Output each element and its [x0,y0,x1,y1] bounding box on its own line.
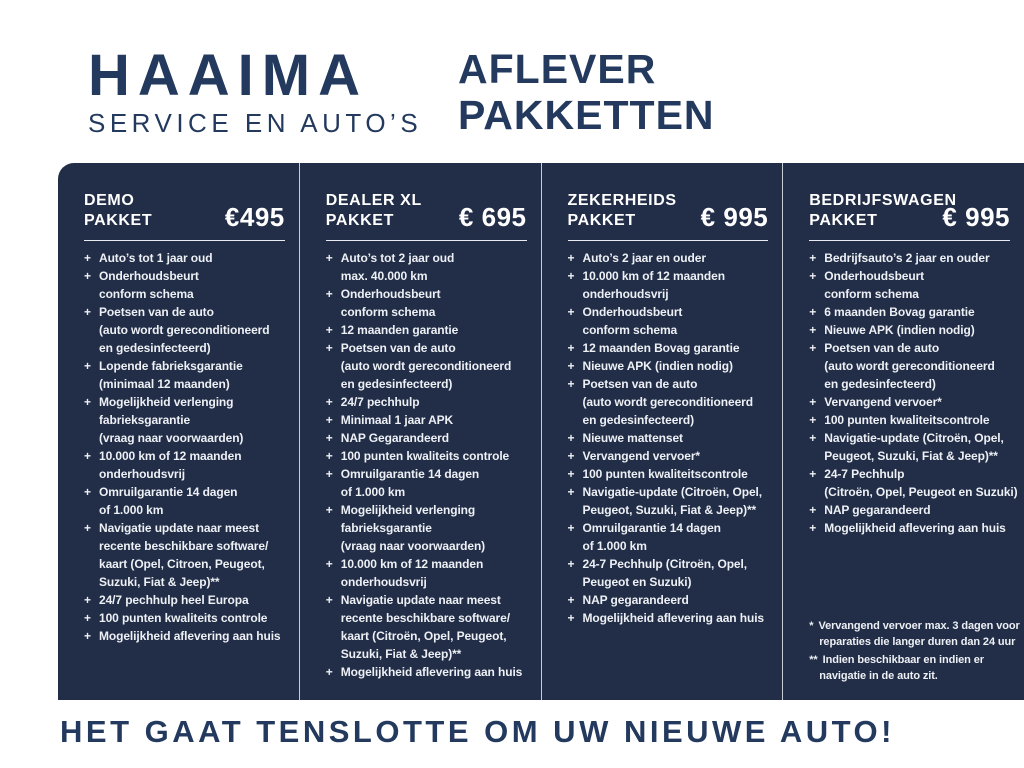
feature-item-text [824,267,1020,303]
feature-line: Lopende fabrieksgarantie [99,359,243,373]
feature-line: (minimaal 12 maanden) [99,377,230,391]
package-price: € 695 [458,202,527,232]
package-column [299,163,541,700]
feature-line: Poetsen van de auto [340,341,456,355]
plus-icon: + [809,467,817,481]
feature-item-text [824,339,1020,393]
feature-item-text [341,393,537,411]
feature-item [568,609,779,627]
feature-item [568,465,779,483]
feature-line: of 1.000 km [99,503,164,517]
packages-panel [58,163,1024,700]
feature-item-text [824,519,1020,537]
feature-item [326,321,537,339]
plus-icon: + [325,323,333,337]
feature-item [326,285,537,321]
feature-item [809,321,1020,339]
feature-line: 10.000 km of 12 maanden [582,269,725,283]
plus-icon: + [325,593,333,607]
feature-line: Poetsen van de auto [824,341,940,355]
package-title-line1: DEMO [84,192,135,209]
package-column [58,163,299,700]
feature-line: Auto’s tot 2 jaar oud [340,251,455,265]
plus-icon: + [325,251,333,265]
plus-icon: + [325,503,333,517]
feature-item [809,249,1020,267]
feature-item [326,249,537,285]
plus-icon: + [567,485,575,499]
page-title-line2: PAKKETTEN [458,92,715,138]
feature-item [568,375,779,429]
feature-line: en gedesinfecteerd) [582,413,694,427]
plus-icon: + [567,269,575,283]
feature-item-text [824,465,1020,501]
plus-icon: + [809,305,817,319]
feature-item-text [824,411,1020,429]
plus-icon: + [809,431,817,445]
feature-item [84,267,295,303]
plus-icon: + [567,377,575,391]
feature-line: Bedrijfsauto’s 2 jaar en ouder [824,251,990,265]
feature-line: conform schema [824,287,919,301]
feature-line: Nieuwe mattenset [582,431,683,445]
feature-item [809,519,1020,537]
package-column [782,163,1024,700]
title-divider [568,240,769,241]
plus-icon: + [84,251,92,265]
feature-line: (auto wordt gereconditioneerd [99,323,270,337]
plus-icon: + [325,341,333,355]
package-title-line2: PAKKET [809,212,878,229]
plus-icon: + [84,449,92,463]
feature-item [84,303,295,357]
feature-item-text [824,393,1020,411]
feature-line: 12 maanden garantie [340,323,459,337]
feature-item-text [99,591,295,609]
feature-item-text [341,447,537,465]
package-title-line2: PAKKET [567,212,636,229]
feature-item [326,429,537,447]
feature-item [326,393,537,411]
feature-line: Mogelijkheid aflevering aan huis [99,629,281,643]
feature-line: Navigatie update naar meest [99,521,260,535]
plus-icon: + [325,413,333,427]
feature-line: Onderhoudsbeurt [824,269,925,283]
feature-line: Onderhoudsbeurt [99,269,199,283]
footnote-line: reparaties die langer duren dan 24 uur [819,635,1016,648]
feature-item-text [583,375,779,429]
feature-item [568,303,779,339]
feature-line: (auto wordt gereconditioneerd [340,359,512,373]
feature-line: (vraag naar voorwaarden) [340,539,486,553]
feature-item-text [99,393,295,447]
feature-item [326,411,537,429]
package-title-line2: PAKKET [325,212,394,229]
title-divider [809,240,1010,241]
feature-line: Poetsen van de auto [582,377,698,391]
plus-icon: + [567,467,575,481]
feature-line: 100 punten kwaliteitscontrole [582,467,748,481]
package-title-line1: DEALER XL [325,192,422,209]
feature-line: (auto wordt gereconditioneerd [582,395,753,409]
tagline: HET GAAT TENSLOTTE OM UW NIEUWE AUTO! [60,714,895,749]
plus-icon: + [809,413,817,427]
feature-line: 24/7 pechhulp [340,395,420,409]
feature-line: onderhoudsvrij [99,467,185,481]
logo [88,43,423,138]
feature-item-text [99,447,295,483]
footnote-text: Vervangend vervoer max. 3 dagen voor [818,620,1020,632]
logo-name: HAAIMA [88,43,368,108]
plus-icon: + [809,323,817,337]
footnotes [809,616,1020,684]
plus-icon: + [325,557,333,571]
footnote-marker: * [809,620,814,632]
feature-line: Navigatie-update (Citroën, Opel, [582,485,762,499]
page-title [458,46,715,138]
plus-icon: + [567,521,575,535]
footnote [809,619,1020,650]
feature-item-text [824,321,1020,339]
feature-item-text [583,555,779,591]
feature-item-text [583,591,779,609]
page-title-line1: AFLEVER [458,46,657,92]
feature-line: Peugeot en Suzuki) [582,575,692,589]
plus-icon: + [84,269,92,283]
package-title-line1: ZEKERHEIDS [567,192,677,209]
feature-list [809,249,1020,537]
package-price: € 995 [700,202,769,232]
feature-line: onderhoudsvrij [582,287,669,301]
feature-item [568,249,779,267]
plus-icon: + [84,521,92,535]
feature-line: Mogelijkheid aflevering aan huis [824,521,1006,535]
feature-line: 24/7 pechhulp heel Europa [99,593,249,607]
plus-icon: + [84,305,92,319]
plus-icon: + [325,665,333,679]
feature-item-text [341,501,537,555]
feature-line: Suzuki, Fiat & Jeep)** [99,575,220,589]
title-divider [326,240,527,241]
feature-line: Mogelijkheid verlenging [340,503,476,517]
feature-item [568,483,779,519]
feature-line: 12 maanden Bovag garantie [582,341,740,355]
feature-line: kaart (Opel, Citroen, Peugeot, [99,557,265,571]
feature-item [568,429,779,447]
feature-item [568,555,779,591]
feature-list [84,249,295,645]
feature-line: NAP Gegarandeerd [340,431,449,445]
package-header [326,191,537,231]
feature-item-text [341,429,537,447]
feature-line: conform schema [582,323,678,337]
feature-line: Nieuwe APK (indien nodig) [824,323,975,337]
feature-item-text [99,357,295,393]
plus-icon: + [84,629,92,643]
feature-item [809,465,1020,501]
feature-item [84,357,295,393]
feature-item-text [583,339,779,357]
plus-icon: + [84,395,92,409]
plus-icon: + [84,611,92,625]
feature-item-text [583,465,779,483]
feature-line: 24-7 Pechhulp [824,467,905,481]
feature-line: fabrieksgarantie [340,521,432,535]
feature-item [326,447,537,465]
feature-item [809,339,1020,393]
feature-line: 24-7 Pechhulp (Citroën, Opel, [582,557,747,571]
feature-item-text [583,267,779,303]
feature-item [568,267,779,303]
feature-item-text [99,483,295,519]
feature-item-text [341,663,537,681]
feature-item-text [583,519,779,555]
plus-icon: + [809,503,817,517]
feature-line: onderhoudsvrij [340,575,427,589]
feature-item-text [824,249,1020,267]
feature-line: Onderhoudsbeurt [582,305,683,319]
feature-item-text [583,483,779,519]
feature-item [809,267,1020,303]
feature-line: Omruilgarantie 14 dagen [340,467,480,481]
feature-line: fabrieksgarantie [99,413,191,427]
feature-line: Peugeot, Suzuki, Fiat & Jeep)** [582,503,757,517]
feature-line: en gedesinfecteerd) [340,377,453,391]
feature-line: of 1.000 km [340,485,406,499]
title-divider [84,240,285,241]
feature-line: en gedesinfecteerd) [824,377,936,391]
feature-item [84,591,295,609]
feature-item [568,591,779,609]
plus-icon: + [567,449,575,463]
feature-item-text [341,465,537,501]
feature-line: Vervangend vervoer* [824,395,942,409]
feature-item-text [583,609,779,627]
package-header [809,191,1020,231]
package-header [84,191,295,231]
feature-line: (vraag naar voorwaarden) [99,431,244,445]
plus-icon: + [84,359,92,373]
feature-item-text [824,501,1020,519]
feature-line: Minimaal 1 jaar APK [340,413,454,427]
feature-item [809,501,1020,519]
package-price: € 995 [942,202,1010,232]
feature-line: (Citroën, Opel, Peugeot en Suzuki) [824,485,1018,499]
feature-line: Mogelijkheid aflevering aan huis [582,611,765,625]
plus-icon: + [809,269,817,283]
feature-item [568,357,779,375]
feature-line: 6 maanden Bovag garantie [824,305,975,319]
feature-item [809,411,1020,429]
plus-icon: + [567,611,575,625]
feature-line: Peugeot, Suzuki, Fiat & Jeep)** [824,449,998,463]
feature-line: 10.000 km of 12 maanden [340,557,484,571]
feature-item [84,393,295,447]
feature-line: Navigatie update naar meest [340,593,501,607]
feature-line: Omruilgarantie 14 dagen [582,521,721,535]
feature-line: Suzuki, Fiat & Jeep)** [340,647,462,661]
package-title-line2: PAKKET [84,212,153,229]
feature-item [326,339,537,393]
feature-item-text [824,303,1020,321]
feature-line: NAP gegarandeerd [824,503,931,517]
feature-item [326,555,537,591]
package-header [568,191,779,231]
feature-item [326,663,537,681]
feature-line: Omruilgarantie 14 dagen [99,485,238,499]
feature-line: 100 punten kwaliteits controle [99,611,268,625]
feature-item-text [99,627,295,645]
package-price: €495 [224,202,285,232]
feature-line: Vervangend vervoer* [582,449,700,463]
feature-line: recente beschikbare software/ [99,539,269,553]
feature-line: en gedesinfecteerd) [99,341,211,355]
feature-item [84,519,295,591]
plus-icon: + [567,593,575,607]
feature-item-text [583,429,779,447]
feature-item [84,447,295,483]
feature-line: Onderhoudsbeurt [340,287,441,301]
feature-line: conform schema [340,305,436,319]
plus-icon: + [325,467,333,481]
feature-item [326,591,537,663]
feature-item [326,501,537,555]
plus-icon: + [567,341,575,355]
feature-line: Auto’s 2 jaar en ouder [582,251,706,265]
feature-line: Poetsen van de auto [99,305,214,319]
plus-icon: + [567,359,575,373]
feature-line: 10.000 km of 12 maanden [99,449,242,463]
feature-line: Nieuwe APK (indien nodig) [582,359,733,373]
plus-icon: + [809,251,817,265]
feature-line: (auto wordt gereconditioneerd [824,359,995,373]
footnote [809,653,1020,684]
feature-line: conform schema [99,287,194,301]
feature-item [84,249,295,267]
plus-icon: + [325,431,333,445]
feature-item-text [99,267,295,303]
feature-item-text [583,303,779,339]
feature-line: max. 40.000 km [340,269,428,283]
feature-item [568,339,779,357]
feature-item-text [341,411,537,429]
feature-line: Mogelijkheid verlenging [99,395,234,409]
logo-subtitle: SERVICE EN AUTO’S [88,108,423,138]
feature-item-text [341,555,537,591]
feature-item-text [341,249,537,285]
plus-icon: + [567,251,575,265]
feature-item-text [99,609,295,627]
feature-line: Navigatie-update (Citroën, Opel, [824,431,1004,445]
package-column [541,163,783,700]
footnote-line [809,619,1020,635]
feature-item [568,447,779,465]
feature-item-text [99,303,295,357]
feature-item-text [824,429,1020,465]
feature-item [809,429,1020,465]
feature-line: Mogelijkheid aflevering aan huis [340,665,523,679]
feature-item [568,519,779,555]
feature-item [84,483,295,519]
feature-item [809,303,1020,321]
feature-line: of 1.000 km [582,539,647,553]
feature-item-text [341,591,537,663]
feature-item-text [583,357,779,375]
plus-icon: + [325,449,333,463]
footnote-line [809,653,1020,669]
feature-item-text [341,321,537,339]
feature-line: kaart (Citroën, Opel, Peugeot, [340,629,507,643]
feature-item-text [99,249,295,267]
footnote-text: Indien beschikbaar en indien er [822,654,984,666]
plus-icon: + [84,593,92,607]
feature-item-text [99,519,295,591]
feature-line: Auto’s tot 1 jaar oud [99,251,213,265]
plus-icon: + [567,557,575,571]
plus-icon: + [567,431,575,445]
feature-line: 100 punten kwaliteitscontrole [824,413,990,427]
footnote-line: navigatie in de auto zit. [819,669,938,682]
feature-item-text [341,285,537,321]
plus-icon: + [84,485,92,499]
feature-item-text [341,339,537,393]
plus-icon: + [809,341,817,355]
feature-item [326,465,537,501]
feature-list [326,249,537,681]
feature-item-text [583,249,779,267]
plus-icon: + [325,287,333,301]
package-title-line1: BEDRIJFSWAGEN [809,192,957,209]
feature-item [84,609,295,627]
feature-item [84,627,295,645]
plus-icon: + [809,521,817,535]
feature-line: recente beschikbare software/ [340,611,510,625]
feature-line: 100 punten kwaliteits controle [340,449,510,463]
feature-item-text [583,447,779,465]
plus-icon: + [325,395,333,409]
footnote-marker: ** [809,654,818,666]
plus-icon: + [567,305,575,319]
feature-line: NAP gegarandeerd [582,593,689,607]
feature-item [809,393,1020,411]
feature-list [568,249,779,627]
plus-icon: + [809,395,817,409]
